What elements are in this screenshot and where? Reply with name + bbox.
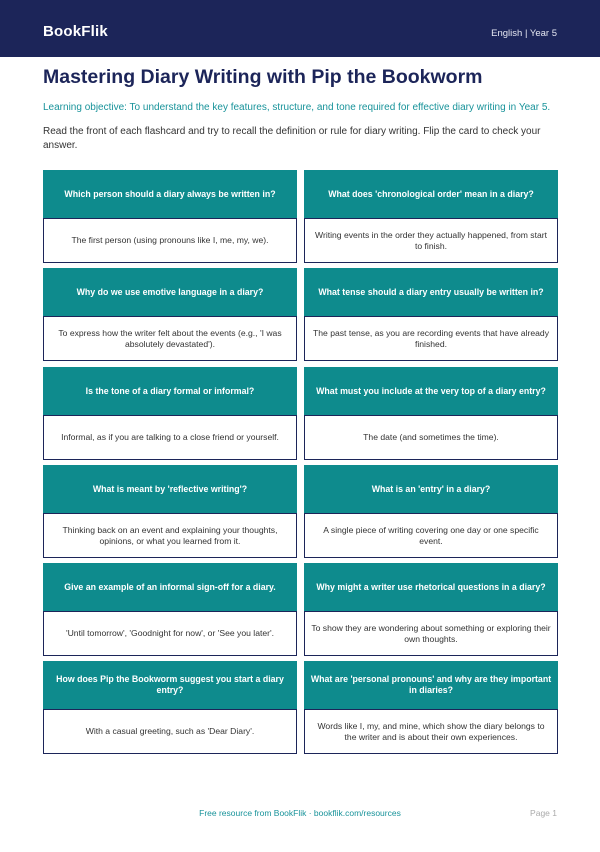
header-bar bbox=[0, 0, 600, 57]
flashcard[interactable] bbox=[304, 661, 558, 852]
flashcard-front[interactable]: What is an 'entry' in a diary? bbox=[304, 465, 558, 513]
flashcard-front[interactable]: Is the tone of a diary formal or informal? bbox=[43, 367, 297, 415]
flashcard-front[interactable]: What is meant by 'reflective writing'? bbox=[43, 465, 297, 513]
flashcard-back: The past tense, as you are recording events that have already finished. bbox=[304, 316, 558, 361]
flashcard-back: Writing events in the order they actually happened, from start to finish. bbox=[304, 218, 558, 263]
flashcard-back: With a casual greeting, such as 'Dear Diary'. bbox=[43, 709, 297, 754]
page-title: Mastering Diary Writing with Pip the Bookworm bbox=[43, 66, 483, 88]
flashcard-front[interactable]: How does Pip the Bookworm suggest you start a diary entry? bbox=[43, 661, 297, 709]
flashcard-front[interactable]: What tense should a diary entry usually be written in? bbox=[304, 268, 558, 316]
flashcard-back: The first person (using pronouns like I, me, my, we). bbox=[43, 218, 297, 263]
flashcard-back: 'Until tomorrow', 'Goodnight for now', or 'See you later'. bbox=[43, 611, 297, 656]
learning-objective: Learning objective: To understand the key features, structure, and tone required for effective diary writing in Year 5. bbox=[43, 102, 551, 113]
flashcard-front[interactable]: Why might a writer use rhetorical questions in a diary? bbox=[304, 563, 558, 611]
flashcard-back: A single piece of writing covering one day or one specific event. bbox=[304, 513, 558, 558]
flashcard-front[interactable]: Why do we use emotive language in a diary? bbox=[43, 268, 297, 316]
flashcard-front[interactable]: What does 'chronological order' mean in a diary? bbox=[304, 170, 558, 218]
flashcard-front[interactable]: Give an example of an informal sign-off for a diary. bbox=[43, 563, 297, 611]
flashcard-back: Informal, as if you are talking to a close friend or yourself. bbox=[43, 415, 297, 460]
flashcard-back: Thinking back on an event and explaining your thoughts, opinions, or what you learned from it. bbox=[43, 513, 297, 558]
flashcard-front[interactable]: Which person should a diary always be written in? bbox=[43, 170, 297, 218]
flashcard-back: Words like I, my, and mine, which show the diary belongs to the writer and is about their own experiences. bbox=[304, 709, 558, 754]
footer-resource-link[interactable]: Free resource from BookFlik · bookflik.com/resources bbox=[199, 808, 401, 818]
flashcard-back: To express how the writer felt about the events (e.g., 'I was absolutely devastated'). bbox=[43, 316, 297, 361]
flashcard-back: The date (and sometimes the time). bbox=[304, 415, 558, 460]
flashcard-back: To show they are wondering about something or exploring their own thoughts. bbox=[304, 611, 558, 656]
page-number: Page 1 bbox=[530, 808, 557, 818]
flashcard-front[interactable]: What are 'personal pronouns' and why are they important in diaries? bbox=[304, 661, 558, 709]
brand-logo[interactable]: BookFlik bbox=[43, 23, 108, 40]
subject-year-label: English | Year 5 bbox=[491, 28, 557, 39]
flashcard-front[interactable]: What must you include at the very top of a diary entry? bbox=[304, 367, 558, 415]
instructions: Read the front of each flashcard and try to recall the definition or rule for diary writing. Flip the card to check your answer. bbox=[43, 126, 541, 151]
flashcard[interactable] bbox=[43, 661, 297, 852]
